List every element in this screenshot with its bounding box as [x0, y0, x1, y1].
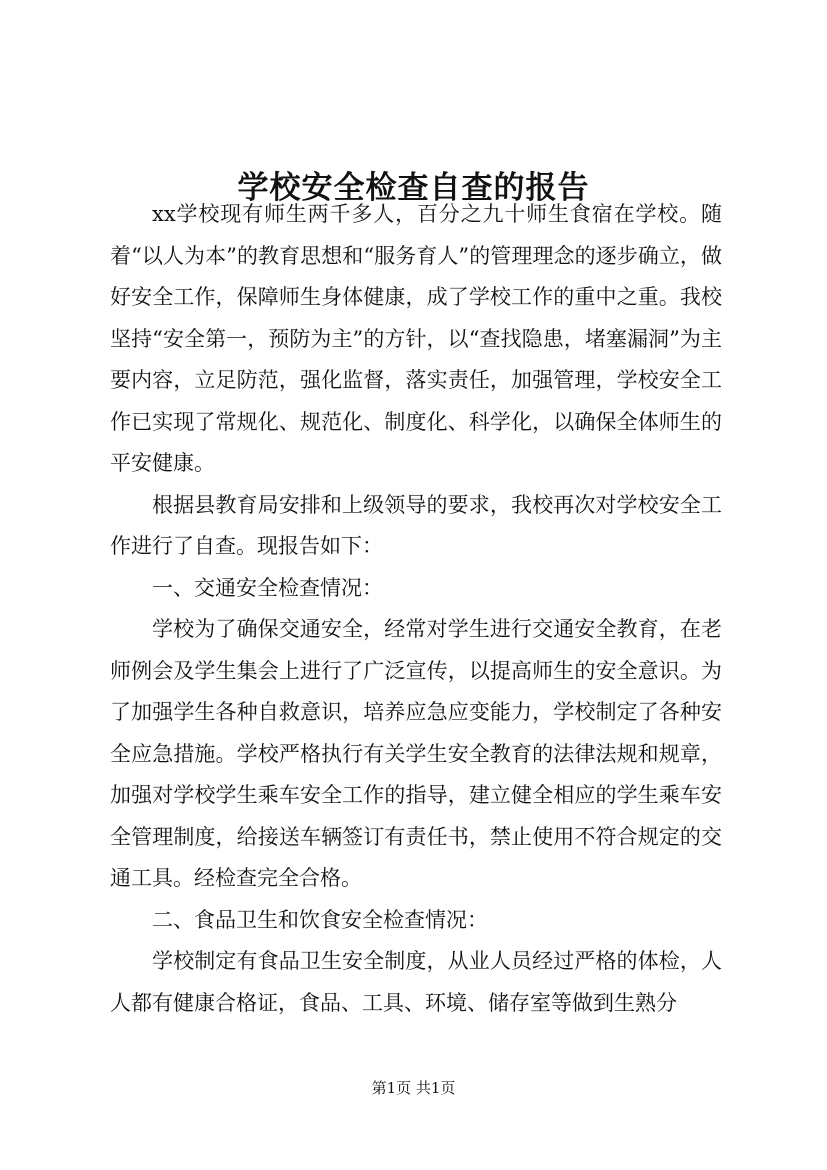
document-title: 学校安全检查自查的报告	[237, 169, 590, 206]
paragraph-intro: xx学校现有师生两千多人，百分之九十师生食宿在学校。随着“以人为本”的教育思想和“服务育人”的管理理念的逐步确立，做好安全工作，保障师生身体健康，成了学校工作的重中之重。我校坚持“安全第一，预防为主”的方针，以“查找隐患，堵塞漏洞”为主要内容，立足防范，强化监督，落实责任，加强管理，学校安全工作已实现了常规化、规范化、制度化、科学化，以确保全体师生的平安健康。	[110, 202, 722, 475]
section-heading-traffic: 一、交通安全检查情况：	[152, 575, 383, 600]
page-footer: 第1页 共1页	[371, 1079, 456, 1097]
paragraph-food: 学校制定有食品卫生安全制度，从业人员经过严格的体检，人人都有健康合格证，食品、工具、环境、储存室等做到生熟分	[110, 949, 722, 1015]
document-body	[110, 194, 722, 1024]
paragraph-traffic: 学校为了确保交通安全，经常对学生进行交通安全教育，在老师例会及学生集会上进行了广泛宣传，以提高师生的安全意识。为了加强学生各种自救意识，培养应急应变能力，学校制定了各种安全应急措施。学校严格执行有关学生安全教育的法律法规和规章，加强对学校学生乘车安全工作的指导，建立健全相应的学生乘车安全管理制度，给接送车辆签订有责任书，禁止使用不符合规定的交通工具。经检查完全合格。	[110, 617, 722, 890]
paragraph-inspection: 根据县教育局安排和上级领导的要求，我校再次对学校安全工作进行了自查。现报告如下：	[110, 492, 722, 558]
section-heading-food: 二、食品卫生和饮食安全检查情况：	[152, 907, 488, 932]
